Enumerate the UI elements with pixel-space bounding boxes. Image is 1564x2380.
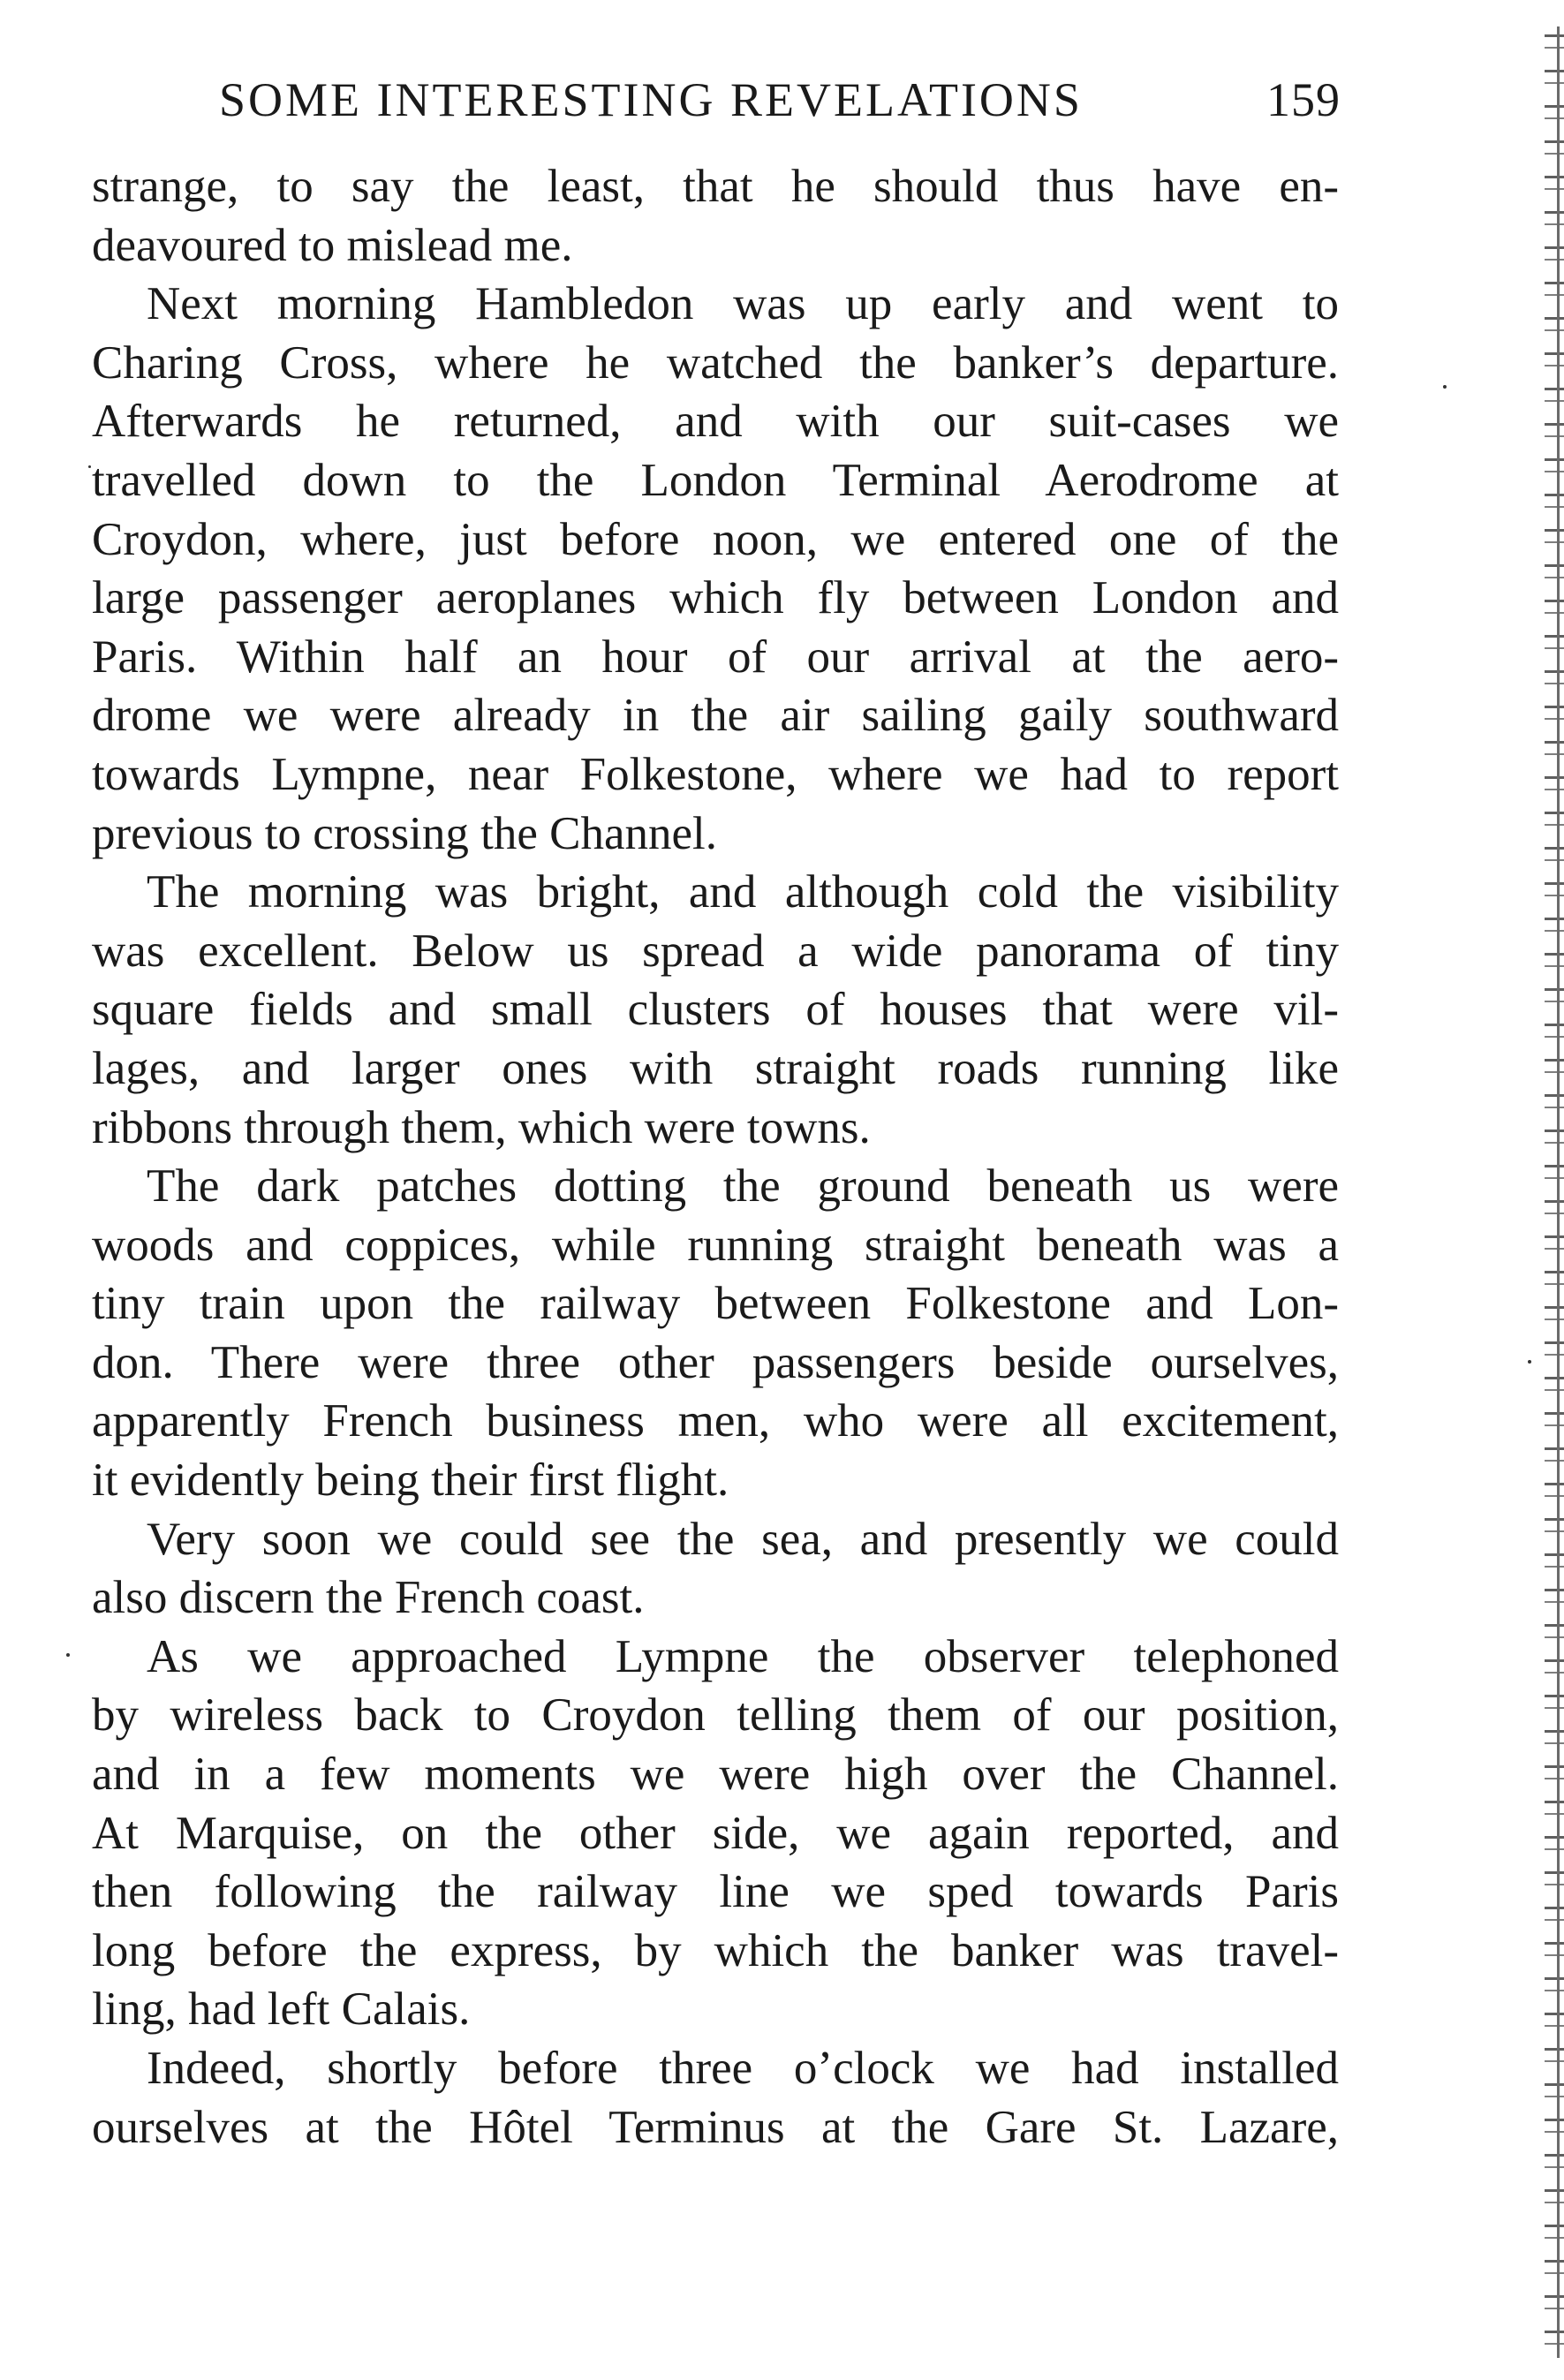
text-line: deavoured to mislead me. bbox=[92, 219, 573, 271]
text-line: tiny train upon the railway between Folkestone and Lon- bbox=[92, 1278, 1339, 1330]
text-line: ling, had left Calais. bbox=[92, 1983, 471, 2036]
text-line: Very soon we could see the sea, and presently we could bbox=[147, 1513, 1339, 1565]
text-line: At Marquise, on the other side, we again reported, and bbox=[92, 1807, 1339, 1859]
text-line: The morning was bright, and although cold the visibility bbox=[147, 866, 1339, 918]
text-line: The dark patches dotting the ground beneath us were bbox=[147, 1160, 1339, 1213]
text-line: As we approached Lympne the observer telephoned bbox=[147, 1630, 1339, 1682]
text-line: then following the railway line we sped towards Paris bbox=[92, 1866, 1339, 1918]
text-line: strange, to say the least, that he should thus have en- bbox=[92, 161, 1339, 212]
text-line: Paris. Within half an hour of our arrival at the aero- bbox=[92, 631, 1339, 683]
body-text bbox=[92, 157, 1339, 2157]
text-line: Charing Cross, where he watched the banker’s departure. bbox=[92, 336, 1339, 389]
running-title: SOME INTERESTING REVELATIONS bbox=[219, 73, 1083, 126]
text-line: also discern the French coast. bbox=[92, 1572, 645, 1624]
scan-speck bbox=[88, 465, 91, 468]
text-line: Croydon, where, just before noon, we entered one of the bbox=[92, 513, 1339, 565]
text-line: it evidently being their first flight. bbox=[92, 1454, 729, 1507]
text-line: Next morning Hambledon was up early and went to bbox=[147, 278, 1339, 330]
text-line: lages, and larger ones with straight roads running like bbox=[92, 1042, 1339, 1094]
scan-speck bbox=[1528, 1360, 1531, 1364]
text-line: long before the express, by which the banker was travel- bbox=[92, 1924, 1339, 1976]
text-line: square fields and small clusters of houses that were vil- bbox=[92, 984, 1339, 1036]
text-line: Indeed, shortly before three o’clock we had installed bbox=[147, 2043, 1339, 2094]
page-edge-scan-artifact bbox=[1545, 26, 1564, 2358]
text-line: woods and coppices, while running straight beneath was a bbox=[92, 1219, 1339, 1271]
text-line: ourselves at the Hôtel Terminus at the Gare St. Lazare, bbox=[92, 2101, 1339, 2153]
scan-speck bbox=[1443, 385, 1447, 389]
text-line: towards Lympne, near Folkestone, where we had to report bbox=[92, 748, 1339, 800]
text-line: Afterwards he returned, and with our suit-cases we bbox=[92, 396, 1339, 448]
text-line: apparently French business men, who were all excitement, bbox=[92, 1395, 1339, 1447]
scan-speck bbox=[66, 1653, 70, 1657]
page-number: 159 bbox=[1266, 73, 1341, 126]
text-line: travelled down to the London Terminal Aerodrome at bbox=[92, 454, 1339, 506]
text-line: ribbons through them, which were towns. bbox=[92, 1101, 871, 1153]
text-line: previous to crossing the Channel. bbox=[92, 807, 718, 859]
running-head bbox=[219, 69, 1341, 131]
text-line: don. There were three other passengers beside ourselves, bbox=[92, 1336, 1339, 1388]
text-line: and in a few moments we were high over the Channel. bbox=[92, 1749, 1339, 1801]
text-line: by wireless back to Croydon telling them of our position, bbox=[92, 1689, 1339, 1742]
text-line: was excellent. Below us spread a wide panorama of tiny bbox=[92, 925, 1339, 977]
text-line: drome we were already in the air sailing gaily southward bbox=[92, 690, 1339, 742]
text-line: large passenger aeroplanes which fly between London and bbox=[92, 572, 1339, 624]
